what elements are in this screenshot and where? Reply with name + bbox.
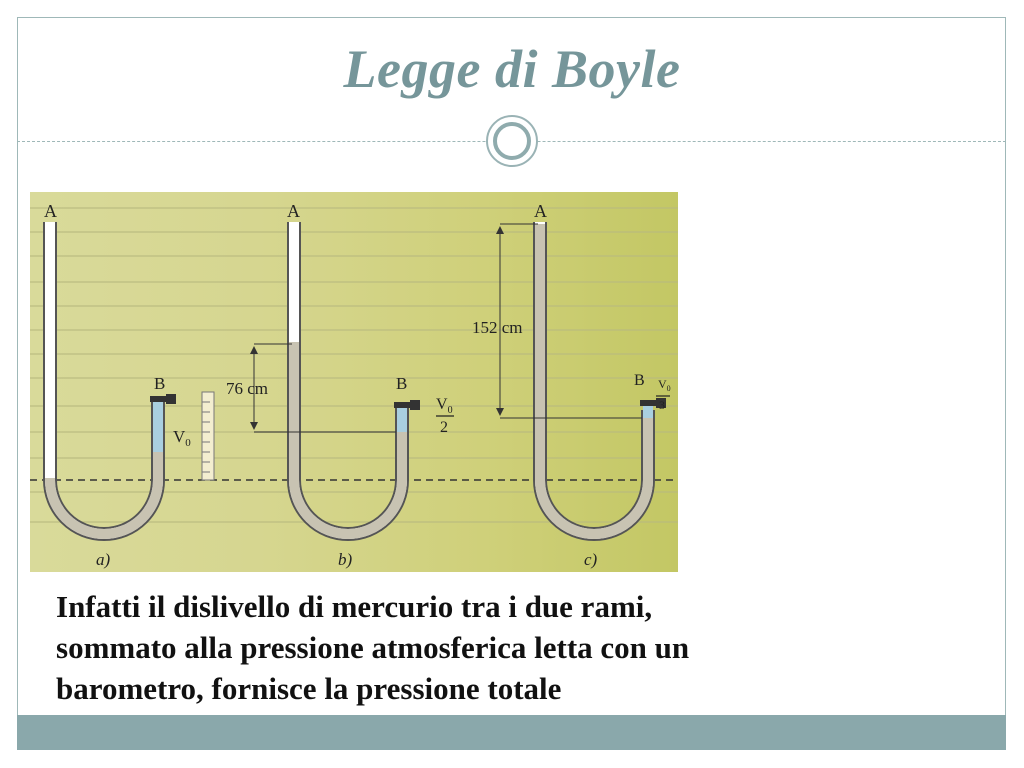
boyle-apparatus-figure <box>30 192 678 572</box>
height-label-c: 152 cm <box>472 318 523 337</box>
volume-a-label: $V_0$ <box>173 427 191 449</box>
label-b-b: B <box>396 374 408 393</box>
label-a-b: B <box>154 374 166 393</box>
caption-line-2: sommato alla pressione atmosferica letta con un <box>56 630 690 665</box>
volume-c-numerator: $V_0$ <box>658 377 671 393</box>
slide-title: Legge di Boyle <box>343 39 681 99</box>
label-b-top: A <box>287 201 300 221</box>
footer-bar <box>17 715 1006 750</box>
label-c-top: A <box>534 201 547 221</box>
panel-label-a: a) <box>96 550 111 569</box>
label-a-top: A <box>44 201 57 221</box>
label-c-b: B <box>634 372 645 389</box>
volume-b-numerator: $V_0$ <box>436 396 453 416</box>
panel-label-b: b) <box>338 550 353 569</box>
caption-line-1: Infatti il dislivello di mercurio tra i due rami, <box>56 589 653 624</box>
divider-circle-ornament <box>486 115 538 167</box>
background-page-text <box>30 208 678 522</box>
height-label-b: 76 cm <box>226 379 269 398</box>
volume-b-denominator: 2 <box>440 419 448 436</box>
apparatus-diagram <box>30 192 678 572</box>
caption-line-3: barometro, fornisce la pressione totale <box>56 671 562 706</box>
panel-label-c: c) <box>584 550 598 569</box>
slide-caption <box>56 586 956 709</box>
volume-c-denominator: 3 <box>659 398 665 412</box>
